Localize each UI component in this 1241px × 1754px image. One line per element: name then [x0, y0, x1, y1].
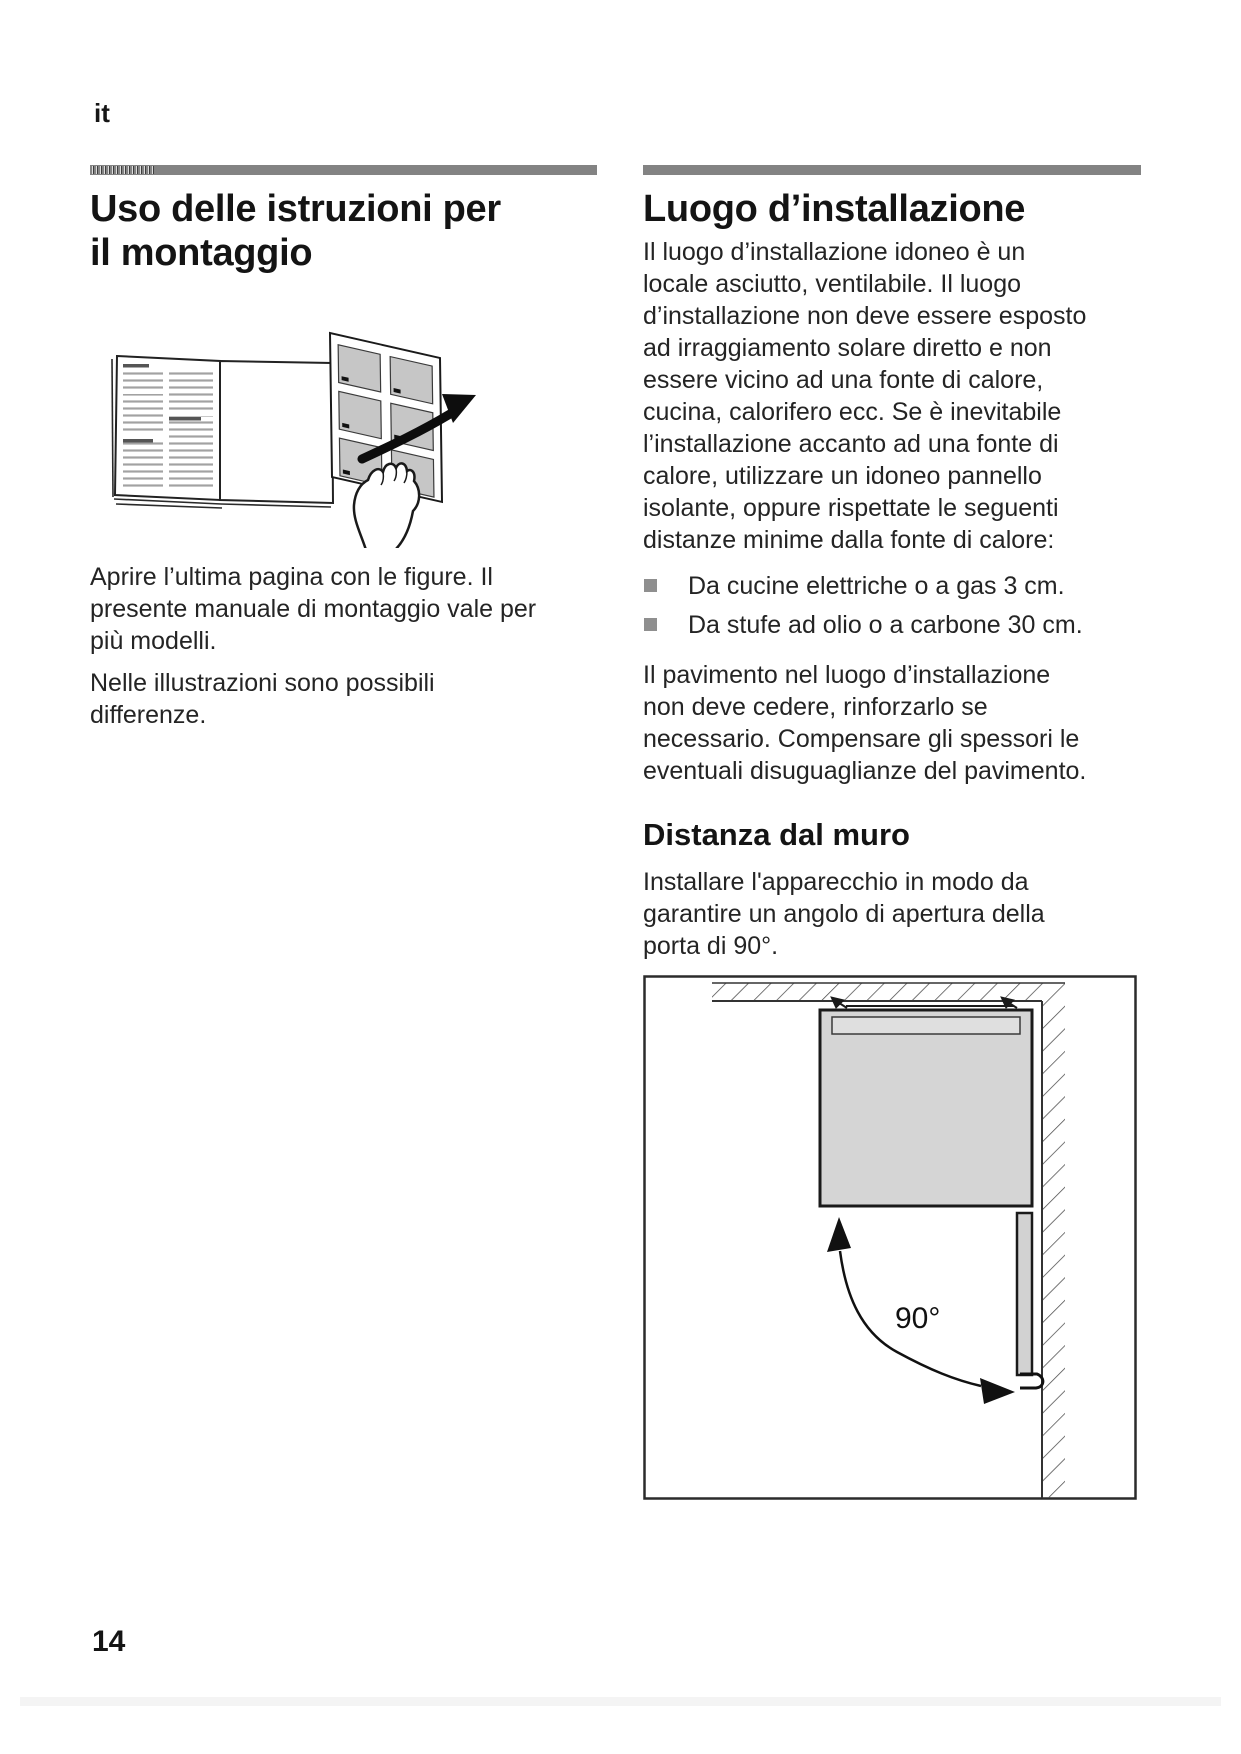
page-language: it: [94, 98, 110, 128]
installation-diagram: [643, 975, 1137, 1500]
right-column: [643, 165, 1141, 1500]
wall-hatching-right: [1042, 1001, 1065, 1498]
wall-hatching-top: [712, 983, 1065, 1001]
right-heading: Luogo d’installazione: [643, 188, 1026, 230]
bullet-item: [643, 570, 1141, 602]
section-rule-right: [643, 165, 1141, 175]
section-rule-left: [90, 165, 597, 175]
text-lines-right-col: [169, 369, 213, 487]
footer-band: [20, 1697, 1221, 1706]
left-heading: Uso delle istruzioni per il montaggio: [90, 188, 501, 274]
left-paragraph-1: Aprire l’ultima pagina con le figure. Il presente manuale di montaggio vale per più modelli.: [90, 563, 537, 655]
manual-figure: [90, 293, 545, 548]
left-paragraph-2: Nelle illustrazioni sono possibili differenze.: [90, 669, 435, 729]
wall-paragraph: Installare l'apparecchio in modo da garantire un angolo di apertura della porta di 90°.: [643, 868, 1045, 960]
intro-paragraph: Il luogo d’installazione idoneo è un locale asciutto, ventilabile. Il luogo d’installazione non deve essere esposto ad irraggiamento solare diretto e non essere vicino ad una fonte di calore, cucina, calorifero ecc. Se è inevitabile l’installazione accanto ad una fonte di calore, utilizzare un idoneo pannello isolante, oppure rispettate le seguenti distanze minime dalla fonte di calore:: [643, 238, 1087, 554]
open-book: [115, 356, 333, 503]
bullet-marker: [644, 618, 657, 631]
bullet-list: [643, 570, 1141, 641]
bullet-marker: [644, 579, 657, 592]
bullet-item: [643, 609, 1141, 641]
bullet-text: Da cucine elettriche o a gas 3 cm.: [688, 572, 1065, 600]
fridge-top-view: [820, 997, 1032, 1206]
text-lines-left-col: [123, 369, 163, 487]
bullet-text: Da stufe ad olio o a carbone 30 cm.: [688, 611, 1083, 639]
wall-subheading: Distanza dal muro: [643, 817, 910, 852]
angle-label: 90°: [895, 1302, 941, 1335]
floor-paragraph: Il pavimento nel luogo d’installazione non deve cedere, rinforzarlo se necessario. Compensare gli spessori le eventuali disuguaglianze del pavimento.: [643, 661, 1087, 785]
fridge-door-closed: [832, 1017, 1020, 1034]
left-column: [90, 165, 597, 731]
print-artifact: [92, 166, 156, 174]
page-number: 14: [92, 1625, 126, 1658]
